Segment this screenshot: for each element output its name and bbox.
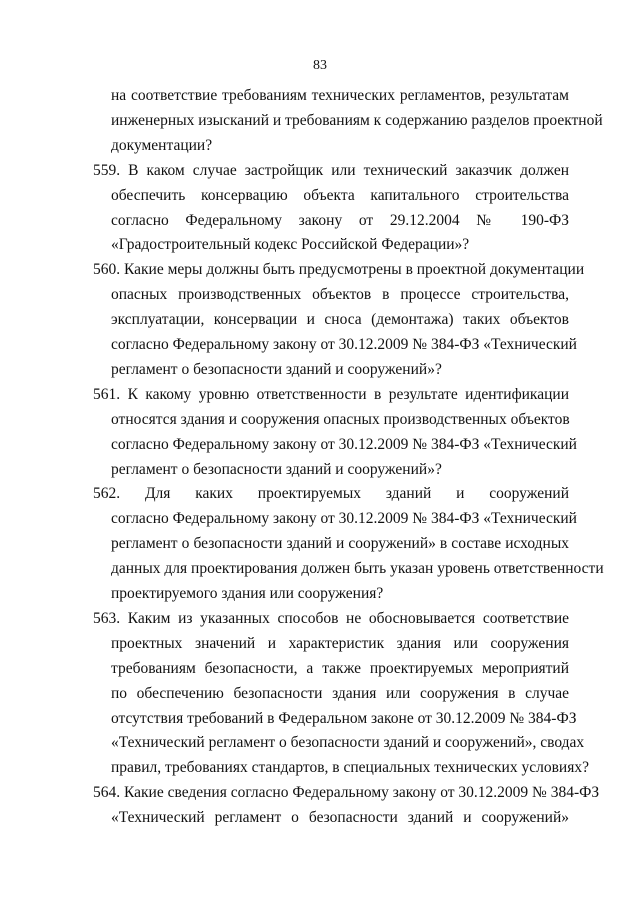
text-line: относятся здания и сооружения опасных производственных объектов bbox=[111, 410, 570, 428]
question-first-line: 559. В каком случае застройщик или технический заказчик должен bbox=[93, 161, 569, 179]
text-line: проектных значений и характеристик здания или сооружения bbox=[111, 634, 569, 652]
text-line: по обеспечению безопасности здания или сооружения в случае bbox=[111, 684, 569, 702]
text-line: «Технический регламент о безопасности зданий и сооружений» bbox=[111, 809, 569, 827]
text-line: на соответствие требованиям технических регламентов, результатам bbox=[111, 87, 569, 104]
question-first-line: 562. Для каких проектируемых зданий и сооружений bbox=[93, 485, 569, 503]
text-line: согласно Федеральному закону от 29.12.2004 № 190-ФЗ bbox=[111, 211, 569, 229]
question-first-line: 563. Каким из указанных способов не обосновывается соответствие bbox=[93, 609, 569, 627]
text-line: отсутствия требований в Федеральном законе от 30.12.2009 № 384-ФЗ bbox=[111, 709, 577, 727]
text-line: «Технический регламент о безопасности зданий и сооружений», сводах bbox=[111, 734, 585, 752]
text-line: данных для проектирования должен быть указан уровень ответственности bbox=[111, 560, 604, 578]
question-first-line: 564. Какие сведения согласно Федеральному закону от 30.12.2009 № 384-ФЗ bbox=[93, 784, 600, 802]
text-line: документации? bbox=[111, 136, 213, 154]
question-first-line: 560. Какие меры должны быть предусмотрены в проектной документации bbox=[93, 261, 585, 279]
text-line: проектируемого здания или сооружения? bbox=[111, 585, 384, 602]
text-line: требованиям безопасности, а также проектируемых мероприятий bbox=[111, 659, 569, 677]
text-line: регламент о безопасности зданий и сооружений»? bbox=[111, 360, 442, 378]
question-first-line: 561. К какому уровню ответственности в результате идентификации bbox=[93, 385, 569, 403]
page-number: 83 bbox=[313, 58, 327, 73]
text-line: обеспечить консервацию объекта капитального строительства bbox=[111, 186, 569, 204]
text-line: согласно Федеральному закону от 30.12.2009 № 384-ФЗ «Технический bbox=[111, 510, 577, 528]
text-line: инженерных изысканий и требованиям к содержанию разделов проектной bbox=[111, 111, 603, 129]
text-line: согласно Федеральному закону от 30.12.2009 № 384-ФЗ «Технический bbox=[111, 435, 577, 453]
text-line: регламент о безопасности зданий и сооружений» в составе исходных bbox=[111, 535, 569, 553]
text-line: «Градостроительный кодекс Российской Федерации»? bbox=[111, 236, 470, 254]
text-line: правил, требованиях стандартов, в специальных технических условиях? bbox=[111, 759, 589, 777]
text-line: опасных производственных объектов в процессе строительства, bbox=[111, 286, 569, 304]
text-line: согласно Федеральному закону от 30.12.2009 № 384-ФЗ «Технический bbox=[111, 336, 577, 353]
text-line: регламент о безопасности зданий и сооружений»? bbox=[111, 460, 442, 478]
text-line: эксплуатации, консервации и сноса (демонтажа) таких объектов bbox=[111, 311, 569, 329]
